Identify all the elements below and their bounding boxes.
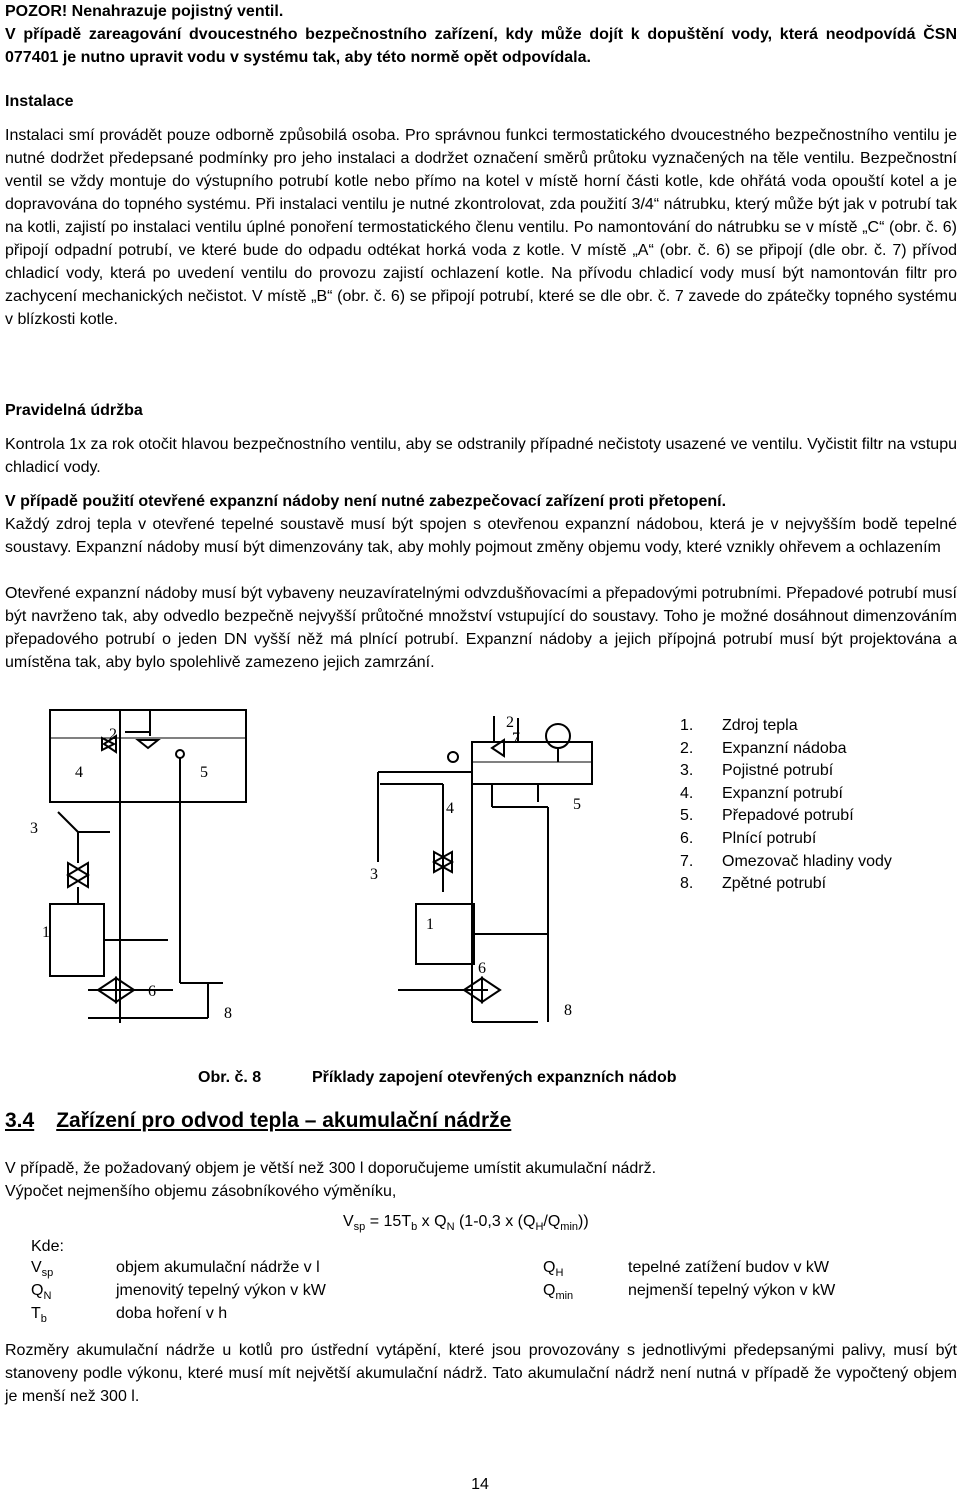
- figure-caption-number: Obr. č. 8: [198, 1069, 262, 1086]
- installation-heading: Instalace: [5, 93, 74, 110]
- where-symbol: [31, 1305, 47, 1323]
- label-right-4: 4: [446, 800, 454, 817]
- formula-part: = 15T: [365, 1213, 412, 1230]
- formula-sub: min: [560, 1221, 579, 1233]
- open-vessel-p1: Každý zdroj tepla v otevřené tepelné soustavě musí být spojen s otevřenou expanzní nádobou, která je v nejvyšším bodě tepelné soustavy. Expanzní nádoby musí být dimenzovány tak, aby mohly pojmout změny objemu vody, které vznikly ohřevem a ochlazením: [5, 516, 957, 556]
- label-left-8: 8: [224, 1005, 232, 1022]
- legend-item: [680, 805, 892, 828]
- formula-part: x Q: [417, 1213, 447, 1230]
- maintenance-paragraph: Kontrola 1x za rok otočit hlavou bezpečnostního ventilu, aby se odstranily případné nečistoty usazené ve ventilu. Vyčistit filtr na vstupu chladicí vody.: [5, 436, 957, 476]
- formula-part: V: [343, 1213, 354, 1230]
- symbol-sub: H: [555, 1267, 564, 1279]
- symbol-sub: N: [43, 1290, 52, 1302]
- label-right-3: 3: [370, 866, 378, 883]
- label-left-6: 6: [148, 983, 156, 1000]
- legend-item: [680, 760, 892, 783]
- legend-num: 2.: [680, 739, 694, 757]
- symbol: Q: [543, 1259, 556, 1276]
- section-number: 3.4: [5, 1109, 35, 1132]
- label-left-1: 1: [42, 924, 50, 941]
- legend-text: Zdroj tepla: [722, 717, 798, 734]
- section-heading: [5, 1109, 511, 1133]
- legend-num: 4.: [680, 784, 694, 802]
- symbol: T: [31, 1305, 41, 1322]
- figure-caption-text: Příklady zapojení otevřených expanzních nádob: [312, 1069, 677, 1086]
- legend-num: 6.: [680, 829, 694, 847]
- formula: [343, 1213, 589, 1231]
- closing-paragraph: Rozměry akumulační nádrže u kotlů pro ústřední vytápění, které jsou provozovány s jednotlivými předepsanými palivy, musí být stanoveny podle výkonu, které musí mít největší akumulační nádrž. Tato akumulační nádrž není nutná v případě že vypočtený objem je menší než 300 l.: [5, 1342, 957, 1405]
- legend-text: Zpětné potrubí: [722, 875, 827, 893]
- legend-num: 1.: [680, 717, 694, 734]
- where-desc: nejmenší tepelný výkon v kW: [628, 1282, 836, 1299]
- diagram-right: [368, 712, 618, 1032]
- formula-part: )): [578, 1213, 589, 1230]
- where-desc: jmenovitý tepelný výkon v kW: [116, 1282, 326, 1299]
- label-right-1: 1: [426, 916, 434, 933]
- legend-text: Expanzní nádoba: [722, 739, 847, 757]
- legend-text: Přepadové potrubí: [722, 807, 854, 825]
- label-right-6: 6: [478, 960, 486, 977]
- warning-title: POZOR! Nenahrazuje pojistný ventil.: [5, 3, 284, 20]
- label-left-5: 5: [200, 764, 208, 781]
- legend-text: Omezovač hladiny vody: [722, 852, 892, 870]
- legend-item: [680, 783, 892, 806]
- symbol: V: [31, 1259, 42, 1276]
- legend-item: [680, 828, 892, 851]
- section-p1: V případě, že požadovaný objem je větší než 300 l doporučujeme umístit akumulační nádrž.: [5, 1160, 657, 1177]
- legend-text: Expanzní potrubí: [722, 784, 843, 802]
- where-symbol: [543, 1282, 573, 1300]
- where-symbol: [31, 1259, 53, 1277]
- formula-part: (1-0,3 x (Q: [454, 1213, 536, 1230]
- where-symbol: [31, 1282, 51, 1300]
- page-number: 14: [471, 1476, 489, 1493]
- label-left-2: 2: [109, 726, 117, 743]
- maintenance-heading: Pravidelná údržba: [5, 402, 143, 419]
- open-vessel-bold: V případě použití otevřené expanzní nádoby není nutné zabezpečovací zařízení proti přetopení.: [5, 493, 727, 510]
- section-p2: Výpočet nejmenšího objemu zásobníkového výměníku,: [5, 1183, 397, 1200]
- label-right-8: 8: [564, 1002, 572, 1019]
- warning-text: V případě zareagování dvoucestného bezpečnostního zařízení, kdy může dojít k dopuštění vody, která neodpovídá ČSN 077401 je nutno upravit vodu v systému tak, aby této normě opět odpovídala.: [5, 26, 957, 66]
- label-left-3: 3: [30, 820, 38, 837]
- formula-sub: b: [411, 1221, 418, 1233]
- symbol-sub: sp: [41, 1267, 54, 1279]
- legend-text: Plnící potrubí: [722, 829, 817, 847]
- open-vessel-p2: Otevřené expanzní nádoby musí být vybaveny neuzavíratelnými odvzdušňovacími a přepadovými potrubními. Přepadové potrubí musí být navrženo tak, aby odvedlo bezpečně nejvyšší průtočné množství vstupující do soustavy. Toho je možné dosáhnout dimenzováním přepadového potrubí o jeden DN vyšší něž má plnící potrubí. Expanzní nádoby a jejich přípojná potrubí musí být projektována a umístěna tak, aby bylo spolehlivě zamezeno jejich zamrzání.: [5, 585, 957, 671]
- figure-legend: [680, 715, 892, 896]
- legend-num: 8.: [680, 875, 694, 893]
- diagram-left: [28, 708, 278, 1028]
- formula-sub: sp: [353, 1221, 366, 1233]
- legend-num: 5.: [680, 807, 694, 825]
- formula-sub: N: [446, 1221, 455, 1233]
- symbol: Q: [543, 1282, 556, 1299]
- legend-item: [680, 715, 892, 738]
- legend-item: [680, 738, 892, 761]
- legend-text: Pojistné potrubí: [722, 762, 834, 780]
- legend-item: [680, 851, 892, 874]
- legend-num: 3.: [680, 762, 694, 780]
- symbol-sub: b: [40, 1313, 47, 1325]
- symbol-sub: min: [555, 1290, 574, 1302]
- section-title: Zařízení pro odvod tepla – akumulační nádrže: [56, 1109, 512, 1132]
- where-label: Kde:: [31, 1238, 64, 1255]
- legend-item: [680, 873, 892, 896]
- label-left-4: 4: [75, 764, 83, 781]
- symbol: Q: [31, 1282, 44, 1299]
- where-symbol: [543, 1259, 563, 1277]
- label-right-2: 2: [506, 714, 514, 731]
- installation-paragraph: Instalaci smí provádět pouze odborně způsobilá osoba. Pro správnou funkci termostatického dvoucestného bezpečnostního ventilu je nutné dodržet předepsané podmínky pro jeho instalaci a dodržet označení směrů průtoku vyznačených na těle ventilu. Bezpečnostní ventil se vždy montuje do výstupního potrubí kotle nebo přímo na kotel v místě horní části kotle, kde ohřátá voda opouští kotel a je dopravována do topného systému. Při instalaci ventilu je nutné zkontrolovat, zda použití 3/4“ nátrubku, který může být jak v potrubí tak na kotli, zajistí po instalaci ventilu úplné ponoření termostatického členu ventilu. Po namontování do nátrubku se v místě „C“ (obr. č. 6) připojí odpadní potrubí, ve které bude do odpadu odtékat horká voda z kotle. V místě „A“ (obr. č. 6) se připojí (dle obr. č. 7) přívod chladicí vody, která po uvedení ventilu do provozu zajistí ochlazení kotle. Na přívodu chladicí vody musí být namontován filtr pro zachycení mechanických nečistot. V místě „B“ (obr. č. 6) se připojí potrubí, které se dle obr. č. 7 zavede do zpátečky topného systému v blízkosti kotle.: [5, 127, 957, 328]
- formula-sub: H: [535, 1221, 544, 1233]
- where-desc: tepelné zatížení budov v kW: [628, 1259, 829, 1276]
- label-right-7: 7: [512, 730, 520, 747]
- where-desc: doba hoření v h: [116, 1305, 228, 1322]
- label-right-5: 5: [573, 796, 581, 813]
- legend-num: 7.: [680, 852, 694, 870]
- where-desc: objem akumulační nádrže v l: [116, 1259, 320, 1276]
- formula-part: /Q: [543, 1213, 561, 1230]
